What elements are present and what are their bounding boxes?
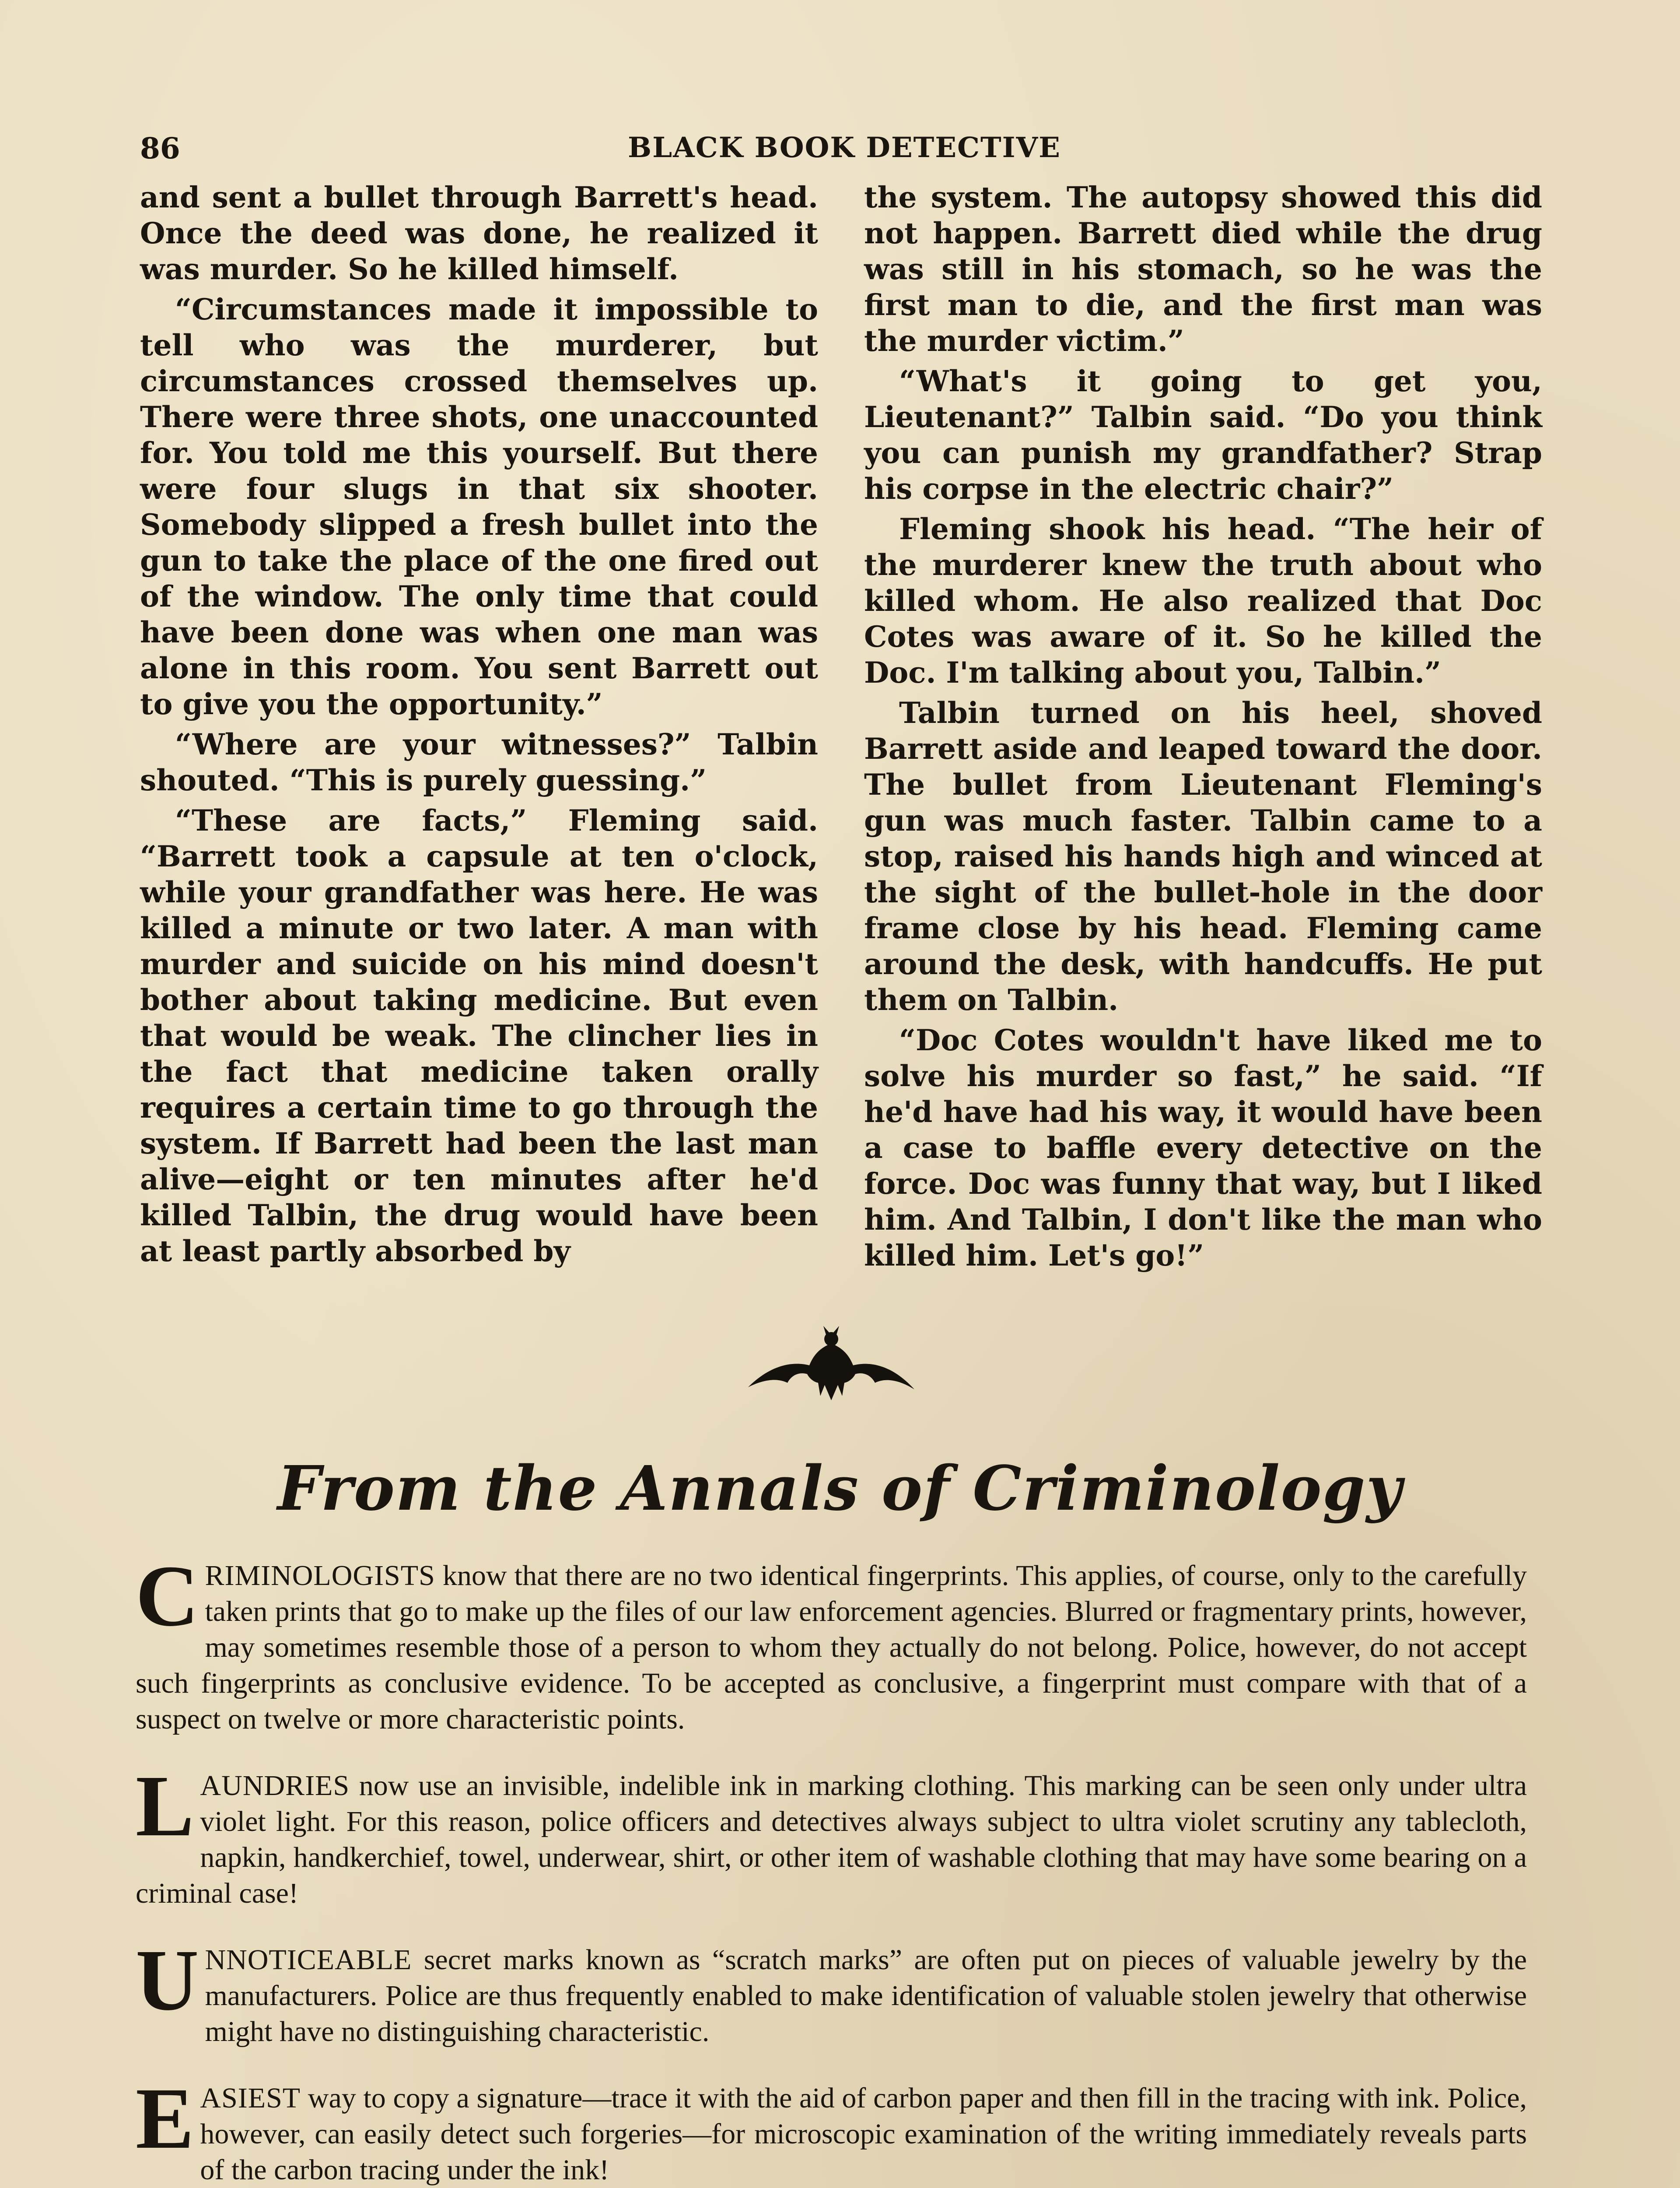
annals-entry [136, 2070, 1527, 2188]
bat-ornament-icon [744, 1313, 919, 1409]
section-heading: From the Annals of Criminology [277, 1453, 1403, 1525]
annals-section [136, 1548, 1527, 2188]
story-paragraph: “Doc Cotes wouldn't have liked me to solve his murder so fast,” he said. “If he'd have had his way, it would have been a case to baffle every detective on the force. Doc was funny that way, but I liked him. And Talbin, I don't like the man who killed him. Let's go!” [864, 1023, 1542, 1273]
annals-entry [136, 1758, 1527, 1911]
story-columns [140, 179, 1544, 1282]
annals-entry [136, 1548, 1527, 1737]
story-paragraph: “Circumstances made it impossible to tell who was the murderer, but circumstances crossed themselves up. There were three shots, one unaccounted for. You told me this yourself. But there were four slugs in that six shooter. Somebody slipped a fresh bullet into the gun to take the place of the one fired out of the window. The only time that could have been done was when one man was alone in this room. You sent Barrett out to give you the opportunity.” [140, 292, 818, 721]
annals-entry [136, 1932, 1527, 2050]
story-column-right [864, 179, 1542, 1278]
entry-text: know that there are no two identical fingerprints. This applies, of course, only to the carefully taken prints that go to make up the files of our law enforcement agencies. Blurred or fragmentary prints, however, may sometimes resemble those of a person to whom they actually do not belong. Police, however, do not accept such fingerprints as conclusive evidence. To be accepted as conclusive, a fingerprint must compare with that of a suspect on twelve or more characteristic points. [136, 1560, 1527, 1735]
entry-text: secret marks known as “scratch marks” are often put on pieces of valuable jewelry by the manufacturers. Police are thus frequently enabled to make identification of valuable stolen jewelry that otherwise might have no distinguishing characteristic. [205, 1944, 1527, 2048]
story-paragraph: “What's it going to get you, Lieutenant?” Talbin said. “Do you think you can punish my grandfather? Strap his corpse in the electric chair?” [864, 364, 1542, 506]
entry-lead-word: AUNDRIES [200, 1770, 350, 1802]
story-paragraph: Fleming shook his head. “The heir of the murderer knew the truth about who killed whom. He also realized that Doc Cotes was aware of it. So he killed the Doc. I'm talking about you, Talbin.” [864, 512, 1542, 690]
entry-text: now use an invisible, indelible ink in marking clothing. This marking can be seen only under ultra violet light. For this reason, police officers and detectives always subject to ultra violet scrutiny any tablecloth, napkin, handkerchief, towel, underwear, shirt, or other item of washable clothing that may have some bearing on a criminal case! [136, 1770, 1527, 1909]
page-header [140, 131, 1549, 175]
story-paragraph: “Where are your witnesses?” Talbin shouted. “This is purely guessing.” [140, 727, 818, 797]
entry-lead-word: RIMINOLOGISTS [205, 1560, 435, 1592]
story-column-left [140, 179, 818, 1273]
page-number: 86 [140, 131, 180, 165]
drop-cap: E [136, 2070, 194, 2167]
magazine-title: BLACK BOOK DETECTIVE [628, 131, 1061, 164]
entry-text: way to copy a signature—trace it with the aid of carbon paper and then fill in the tracing with ink. Police, however, can easily detect such forgeries—for microscopic examination of the writing immediately reveals parts of the carbon tracing under the ink! [200, 2082, 1527, 2186]
story-paragraph: the system. The autopsy showed this did not happen. Barrett died while the drug was still in his stomach, so he was the first man to die, and the first man was the murder victim.” [864, 180, 1542, 358]
drop-cap: L [136, 1758, 194, 1855]
entry-lead-word: NNOTICEABLE [205, 1944, 412, 1976]
drop-cap: U [136, 1932, 199, 2029]
story-paragraph: Talbin turned on his heel, shoved Barrett aside and leaped toward the door. The bullet from Lieutenant Fleming's gun was much faster. Talbin came to a stop, raised his hands high and winced at the sight of the bullet-hole in the door frame close by his head. Fleming came around the desk, with handcuffs. He put them on Talbin. [864, 696, 1542, 1017]
drop-cap: C [136, 1548, 199, 1645]
story-paragraph: and sent a bullet through Barrett's head. Once the deed was done, he realized it was murder. So he killed himself. [140, 180, 818, 286]
story-paragraph: “These are facts,” Fleming said. “Barrett took a capsule at ten o'clock, while your grandfather was here. He was killed a minute or two later. A man with murder and suicide on his mind doesn't bother about taking medicine. But even that would be weak. The clincher lies in the fact that medicine taken orally requires a certain time to go through the system. If Barrett had been the last man alive—eight or ten minutes after he'd killed Talbin, the drug would have been at least partly absorbed by [140, 803, 818, 1268]
entry-lead-word: ASIEST [200, 2082, 301, 2114]
